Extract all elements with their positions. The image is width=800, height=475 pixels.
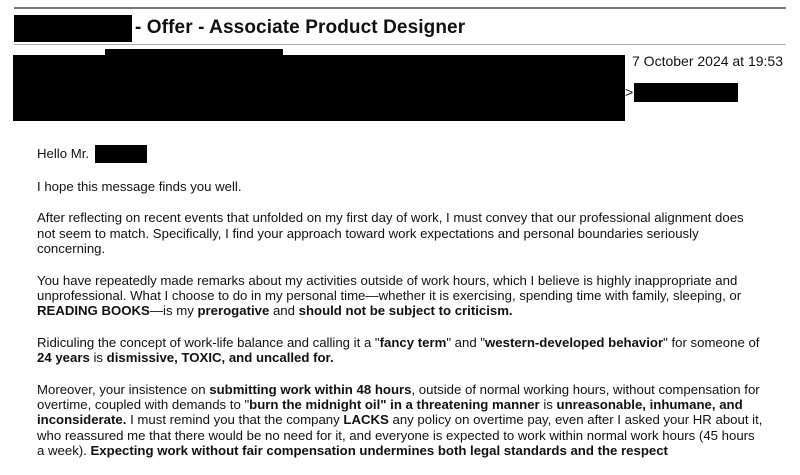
redaction-block: [14, 15, 132, 42]
emphasis-text: unreasonable, inhumane, and inconsiderate.: [37, 397, 743, 428]
email-subject-row: [14, 14, 465, 42]
paragraph-1: I hope this message finds you well.: [37, 179, 242, 194]
emphasis-text: Expecting work without fair compensation undermines both legal standards and the respect: [90, 443, 668, 459]
email-body: [37, 145, 763, 475]
top-divider: [14, 7, 786, 9]
text-run: Moreover, your insistence on: [37, 381, 210, 397]
greeting-text: Hello Mr.: [37, 146, 90, 162]
text-run: " for someone of: [663, 334, 760, 350]
text-run: " and ": [446, 334, 486, 350]
text-run: is: [89, 350, 107, 366]
email-subject: - Offer - Associate Product Designer: [135, 17, 466, 38]
header-divider: [14, 44, 786, 45]
emphasis-text: submitting work within 48 hours: [209, 381, 412, 397]
text-run: and: [269, 303, 299, 319]
emphasis-text: prerogative: [197, 303, 270, 319]
paragraph-4: [37, 335, 763, 366]
emphasis-text: burn the midnight oil" in a threatening manner: [249, 397, 540, 413]
paragraph-5: [37, 382, 763, 459]
emphasis-text: dismissive, TOXIC, and uncalled for.: [106, 350, 334, 366]
paragraph-3: [37, 273, 763, 319]
redaction-block: [634, 83, 738, 102]
recipient-bracket: >: [625, 84, 634, 100]
text-run: Ridiculing the concept of work-life balance and calling it a ": [37, 334, 380, 350]
emphasis-text: should not be subject to criticism.: [298, 303, 513, 319]
text-run: any policy on overtime pay, even after I asked your HR about it, who reassured me that there would be no need for it, and everyone is expected to work within normal work hours (45 hours a week).: [37, 412, 763, 459]
emphasis-text: fancy term: [379, 334, 447, 350]
paragraph-2: After reflecting on recent events that unfolded on my first day of work, I must convey that our professional alignment does not seem to match. Specifically, I find your approach toward work expectations and personal boundaries seriously concerning.: [37, 210, 744, 257]
text-run: You have repeatedly made remarks about my activities outside of work hours, which I believe is highly inappropriate and unprofessional. What I choose to do in my personal time—whether it is exercising, spending time with family, sleeping, or: [37, 272, 742, 304]
text-run: I must remind you that the company: [126, 412, 344, 428]
emphasis-text: western-developed behavior: [485, 334, 664, 350]
text-run: , outside of normal working hours, without compensation for overtime, coupled with demands to ": [37, 381, 760, 413]
emphasis-text: READING BOOKS: [37, 303, 150, 319]
text-run: —is my: [149, 303, 198, 319]
emphasis-text: LACKS: [343, 412, 389, 428]
redaction-block: [13, 55, 625, 121]
text-run: is: [539, 397, 557, 413]
greeting: [37, 145, 763, 163]
redaction-block: [95, 145, 147, 163]
emphasis-text: 24 years: [37, 350, 90, 366]
email-date: 7 October 2024 at 19:53: [632, 53, 783, 69]
